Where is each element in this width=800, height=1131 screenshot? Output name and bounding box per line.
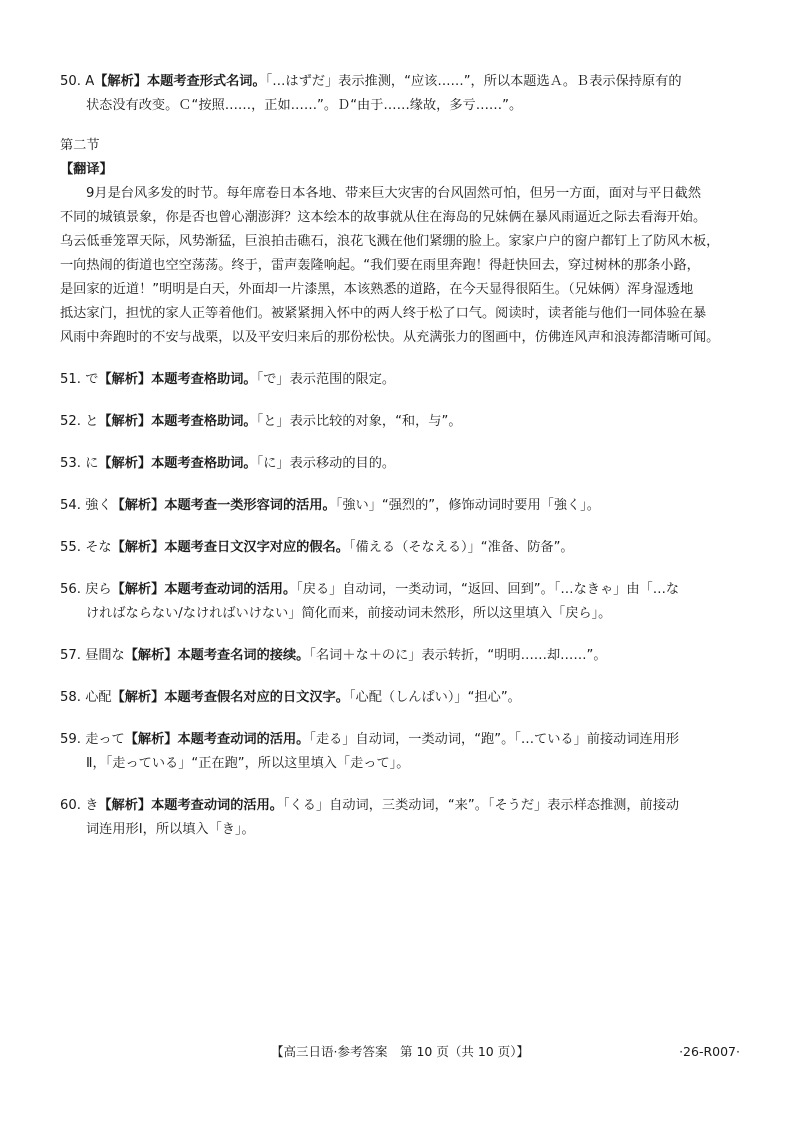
answer-item-56 (60, 578, 750, 626)
answer-item-53 (60, 452, 750, 476)
item-number: 51. (60, 372, 81, 387)
answer-item-52 (60, 410, 750, 434)
analysis-tag: 【解析】 (98, 798, 152, 813)
analysis-tag: 【解析】 (98, 456, 152, 471)
item-answer: 昼間な (85, 648, 125, 663)
analysis-tag: 【解析】 (124, 648, 178, 663)
translation-line: 抵达家门，担忧的家人正等着他们。被紧紧拥入怀中的两人终于松了口气。阅读时，读者能与他们一同体验在暴 (60, 306, 707, 321)
item-answer: 心配 (85, 690, 112, 705)
analysis-text: 「に」表示移动的目的。 (256, 456, 396, 471)
analysis-text: 「…はずだ」表示推测，“应该……”，所以本题选Ａ。Ｂ表示保持原有的 (265, 74, 682, 89)
item-answer: A (85, 74, 95, 89)
item-answer: に (85, 456, 99, 471)
analysis-tag: 【解析】 (111, 498, 165, 513)
analysis-tag: 【解析】 (98, 414, 152, 429)
analysis-topic: 本题考查动词的活用。 (177, 732, 310, 747)
item-number: 54. (60, 498, 81, 513)
analysis-text: 「強い」“强烈的”，修饰动词时要用「強く」。 (335, 498, 600, 513)
answer-item-57-line1 (60, 644, 750, 668)
answer-item-57 (60, 644, 750, 668)
section-title: 第二节 (60, 138, 100, 153)
answer-item-58-line1 (60, 686, 750, 710)
item-number: 50. (60, 74, 81, 89)
analysis-tag: 【解析】 (111, 582, 165, 597)
analysis-text: 「名词＋な＋のに」表示转折，“明明……却……”。 (309, 648, 607, 663)
answer-item-60 (60, 794, 750, 842)
analysis-topic: 本题考查名词的接续。 (177, 648, 310, 663)
analysis-tag: 【解析】 (98, 372, 152, 387)
analysis-tag: 【解析】 (94, 74, 147, 89)
analysis-text-continued: 词连用形Ⅰ，所以填入「き」。 (86, 822, 255, 837)
item-number: 58. (60, 690, 81, 705)
answer-page (60, 70, 750, 842)
item-answer: 強く (85, 498, 112, 513)
translation-line: 一向热闹的街道也空空荡荡。终于，雷声轰隆响起。“我们要在雨里奔跑！得赶快回去，穿过树林的那条小路， (60, 258, 700, 273)
answer-item-59-line1 (60, 728, 750, 752)
translation-line: 风雨中奔跑时的不安与战栗，以及平安归来后的那份松快。从充满张力的图画中，仿佛连风声和浪涛都清晰可闻。 (60, 330, 720, 345)
item-answer: 走って (85, 732, 125, 747)
answer-item-52-line1 (60, 410, 750, 434)
item-answer: と (85, 414, 99, 429)
analysis-text: 「走る」自动词，一类动词，“跑”。「…ている」前接动词连用形 (309, 732, 680, 747)
answer-item-50 (60, 70, 750, 118)
analysis-text: 「で」表示范围的限定。 (256, 372, 396, 387)
answer-item-55-line1 (60, 536, 750, 560)
item-answer: 戻ら (85, 582, 112, 597)
translation-line: 是回家的近道！”明明是白天，外面却一片漆黑，本该熟悉的道路，在今天显得很陌生。（兄妹俩）浑身湿透地 (60, 282, 694, 297)
analysis-text: 「くる」自动词，三类动词，“来”。「そうだ」表示样态推测，前接动 (283, 798, 680, 813)
answer-item-54 (60, 494, 750, 518)
answer-item-51 (60, 368, 750, 392)
analysis-tag: 【解析】 (124, 732, 178, 747)
analysis-topic: 本题考查格助词。 (151, 414, 257, 429)
item-answer: そな (85, 540, 112, 555)
item-number: 57. (60, 648, 81, 663)
analysis-topic: 本题考查动词的活用。 (151, 798, 283, 813)
analysis-text-continued: ければならない/なければいけない」简化而来，前接动词未然形，所以这里填入「戻ら」。 (86, 606, 612, 621)
item-number: 60. (60, 798, 81, 813)
translation-paragraph (60, 182, 750, 350)
translation-line: 不同的城镇景象，你是否也曾心潮澎湃？这本绘本的故事就从住在海岛的兄妹俩在暴风雨逼近之际去看海开始。 (60, 210, 707, 225)
analysis-topic: 本题考查日文汉字对应的假名。 (164, 540, 349, 555)
item-answer: で (85, 372, 99, 387)
answer-item-51-line1 (60, 368, 750, 392)
answer-item-60-line1 (60, 794, 750, 818)
analysis-topic: 本题考查动词的活用。 (164, 582, 297, 597)
answer-item-55 (60, 536, 750, 560)
answer-item-54-line1 (60, 494, 750, 518)
item-number: 52. (60, 414, 81, 429)
analysis-tag: 【解析】 (111, 540, 165, 555)
item-number: 59. (60, 732, 81, 747)
analysis-text: 「備える（そなえる）」“准备、防备”。 (348, 540, 574, 555)
translation-label: 【翻译】 (60, 162, 113, 177)
answer-item-59 (60, 728, 750, 776)
item-number: 56. (60, 582, 81, 597)
answer-item-56-line1 (60, 578, 750, 602)
analysis-text-continued: Ⅱ，「走っている」“正在跑”，所以这里填入「走って」。 (86, 756, 410, 771)
analysis-text: 「戻る」自动词，一类动词，“返回、回到”。「…なきゃ」由「…な (296, 582, 680, 597)
answer-item-53-line1 (60, 452, 750, 476)
item-answer: き (85, 798, 99, 813)
analysis-text: 「心配（しんぱい）」“担心”。 (348, 690, 521, 705)
translation-line: 乌云低垂笼罩天际，风势渐猛，巨浪拍击礁石，浪花飞溅在他们紧绷的脸上。家家户户的窗户都钉上了防风木板， (60, 234, 720, 249)
footer-page-info: 【高三日语·参考答案 第 10 页（共 10 页）】 (271, 1044, 529, 1059)
item-number: 53. (60, 456, 81, 471)
analysis-topic: 本题考查假名对应的日文汉字。 (164, 690, 349, 705)
analysis-topic: 本题考查格助词。 (151, 372, 257, 387)
analysis-topic: 本题考查格助词。 (151, 456, 257, 471)
analysis-text: 「と」表示比较的对象，“和，与”。 (256, 414, 462, 429)
translation-line: 9月是台风多发的时节。每年席卷日本各地、带来巨大灾害的台风固然可怕，但另一方面，面对与平日截然 (86, 186, 702, 201)
answer-item-58 (60, 686, 750, 710)
answer-item-50-line1 (60, 70, 750, 94)
analysis-text-continued: 状态没有改变。Ｃ“按照……，正如……”。Ｄ“由于……缘故，多亏……”。 (86, 98, 523, 113)
analysis-topic: 本题考查一类形容词的活用。 (164, 498, 336, 513)
analysis-topic: 本题考查形式名词。 (146, 74, 266, 89)
item-number: 55. (60, 540, 81, 555)
footer-exam-code: ·26-R007· (679, 1044, 740, 1059)
analysis-tag: 【解析】 (111, 690, 165, 705)
